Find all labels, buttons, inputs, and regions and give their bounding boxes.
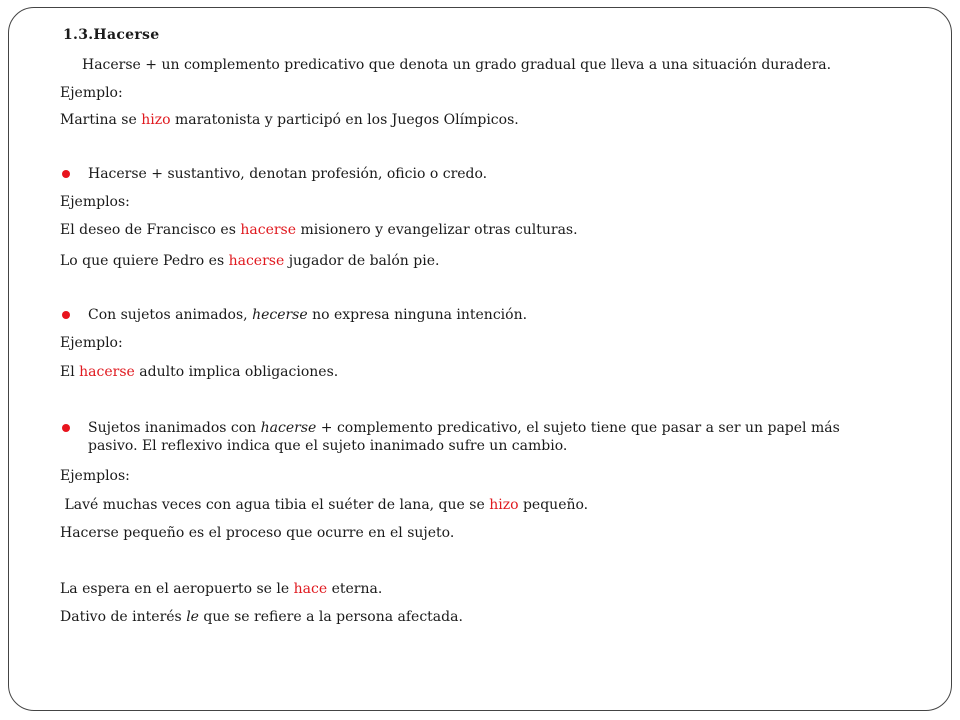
bullet-icon xyxy=(62,311,70,319)
example-label-3: Ejemplo: xyxy=(60,335,123,351)
intro-text: Hacerse + un complemento predicativo que denota un grado gradual que lleva a una situación duradera. xyxy=(82,57,832,73)
example-sentence-1: Martina se hizo maratonista y participó en los Juegos Olímpicos. xyxy=(60,112,519,128)
example-sentence-2b: Lo que quiere Pedro es hacerse jugador de balón pie. xyxy=(60,253,440,269)
highlight-word: hacerse xyxy=(79,364,135,380)
highlight-word: hacerse xyxy=(228,253,285,269)
highlight-word: hizo xyxy=(141,112,171,128)
bullet-icon xyxy=(62,424,70,432)
example-sentence-3: El hacerse adulto implica obligaciones. xyxy=(60,364,339,380)
bullet-point-1: Hacerse + sustantivo, denotan profesión, oficio o credo. xyxy=(88,166,488,182)
example-sentence-2a: El deseo de Francisco es hacerse misionero y evangelizar otras culturas. xyxy=(60,222,578,238)
note-sentence-2: Dativo de interés le que se refiere a la persona afectada. xyxy=(60,609,463,625)
example-label-2: Ejemplos: xyxy=(60,194,130,210)
example-sentence-4: Lavé muchas veces con agua tibia el suéter de lana, que se hizo pequeño. xyxy=(60,497,589,513)
highlight-word: hizo xyxy=(489,497,519,513)
highlight-word: hace xyxy=(293,581,328,597)
example-label-1: Ejemplo: xyxy=(60,85,123,101)
section-title: 1.3.Hacerse xyxy=(63,27,160,43)
example-sentence-5: La espera en el aeropuerto se le hace eterna. xyxy=(60,581,383,597)
example-label-4: Ejemplos: xyxy=(60,468,130,484)
bullet-point-3: Sujetos inanimados con hacerse + complemento predicativo, el sujeto tiene que pasar a ser un papel más pasivo. El reflexivo indica que el sujeto inanimado sufre un cambio. xyxy=(88,420,840,454)
note-sentence-1: Hacerse pequeño es el proceso que ocurre en el sujeto. xyxy=(60,525,455,541)
bullet-point-2: Con sujetos animados, hecerse no expresa ninguna intención. xyxy=(88,307,528,323)
highlight-word: hacerse xyxy=(240,222,297,238)
bullet-icon xyxy=(62,170,70,178)
